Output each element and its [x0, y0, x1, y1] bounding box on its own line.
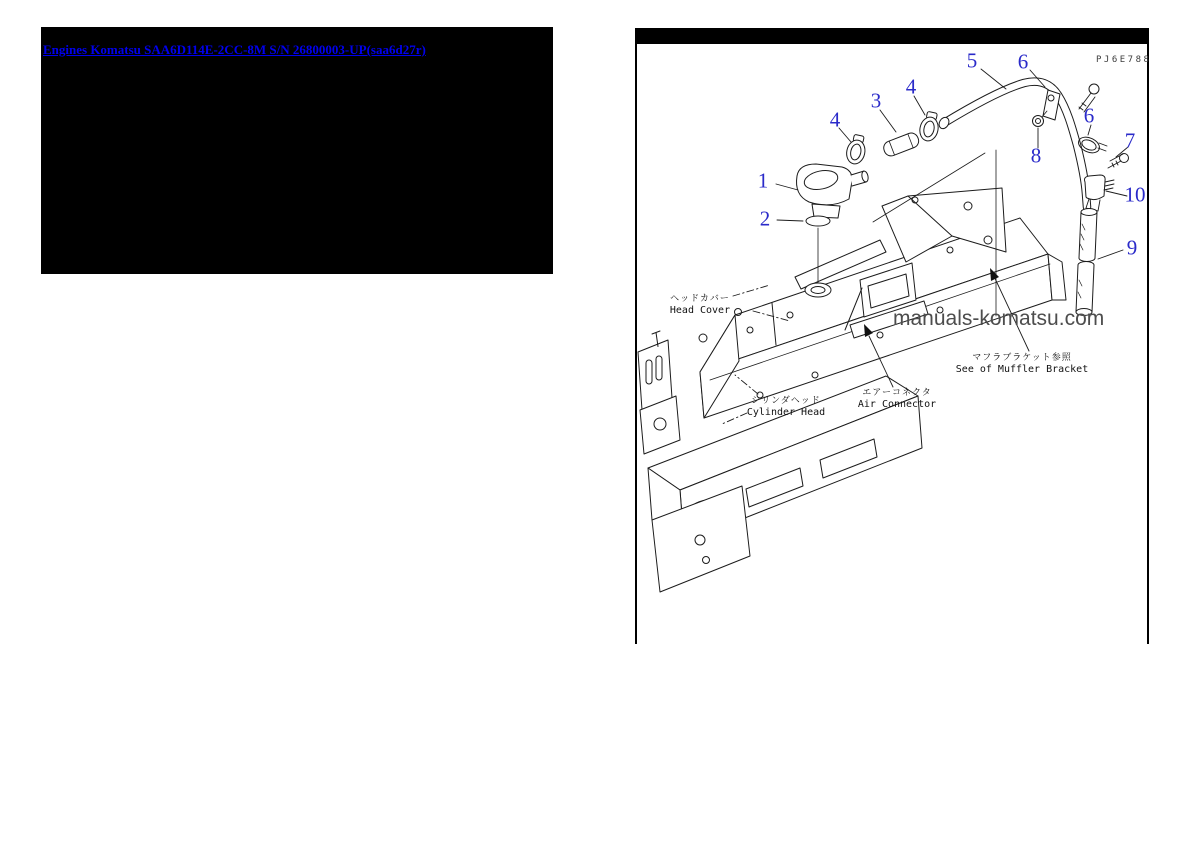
part-callout-4[interactable]: 4	[829, 107, 841, 132]
label-japanese-text: シリンダヘッド	[751, 396, 821, 406]
label-japanese-text: マフラブラケット参照	[972, 353, 1072, 363]
label-english-text: Head Cover	[669, 305, 731, 316]
part-callout-5[interactable]: 5	[966, 48, 978, 73]
label-english-text: Air Connector	[857, 399, 937, 410]
part-label-air-connector	[858, 388, 936, 410]
part-callout-6[interactable]: 6	[1083, 103, 1095, 128]
label-english-text: See of Muffler Bracket	[955, 364, 1089, 375]
part-label-see-of-muffler-bracket	[956, 353, 1088, 375]
grommet-drawing	[1033, 111, 1048, 127]
part-callout-4[interactable]: 4	[905, 74, 917, 99]
hose-drawing	[882, 131, 921, 158]
o-ring-drawing	[806, 216, 830, 226]
label-japanese-text: エアーコネクタ	[862, 388, 932, 398]
part-callout-10[interactable]: 10	[1124, 182, 1146, 207]
tube-drawing	[937, 82, 1087, 207]
drawing-code: PJ6E788	[1096, 55, 1152, 65]
part-label-cylinder-head	[747, 396, 825, 418]
straight-tube-drawing	[1076, 209, 1097, 316]
part-callout-8[interactable]: 8	[1030, 143, 1042, 168]
left-end-parts-drawing	[638, 331, 680, 454]
part-callout-7[interactable]: 7	[1124, 128, 1136, 153]
part-callout-2[interactable]: 2	[759, 206, 771, 231]
label-english-text: Cylinder Head	[746, 407, 826, 418]
part-label-head-cover	[670, 294, 730, 316]
watermark: manuals-komatsu.com	[893, 307, 1105, 330]
label-japanese-text: ヘッドカバー	[670, 294, 730, 304]
breather-cap-drawing	[797, 164, 870, 218]
clamp-drawing-mid	[918, 111, 942, 143]
part-callout-6[interactable]: 6	[1017, 49, 1029, 74]
engine-model-link[interactable]: Engines Komatsu SAA6D114E-2CC-8M S/N 26800003-UP(saa6d27r)	[43, 42, 426, 57]
part-callout-3[interactable]: 3	[870, 88, 882, 113]
part-callout-9[interactable]: 9	[1126, 235, 1138, 260]
filler-boss-drawing	[805, 283, 831, 297]
part-callout-1[interactable]: 1	[757, 168, 769, 193]
